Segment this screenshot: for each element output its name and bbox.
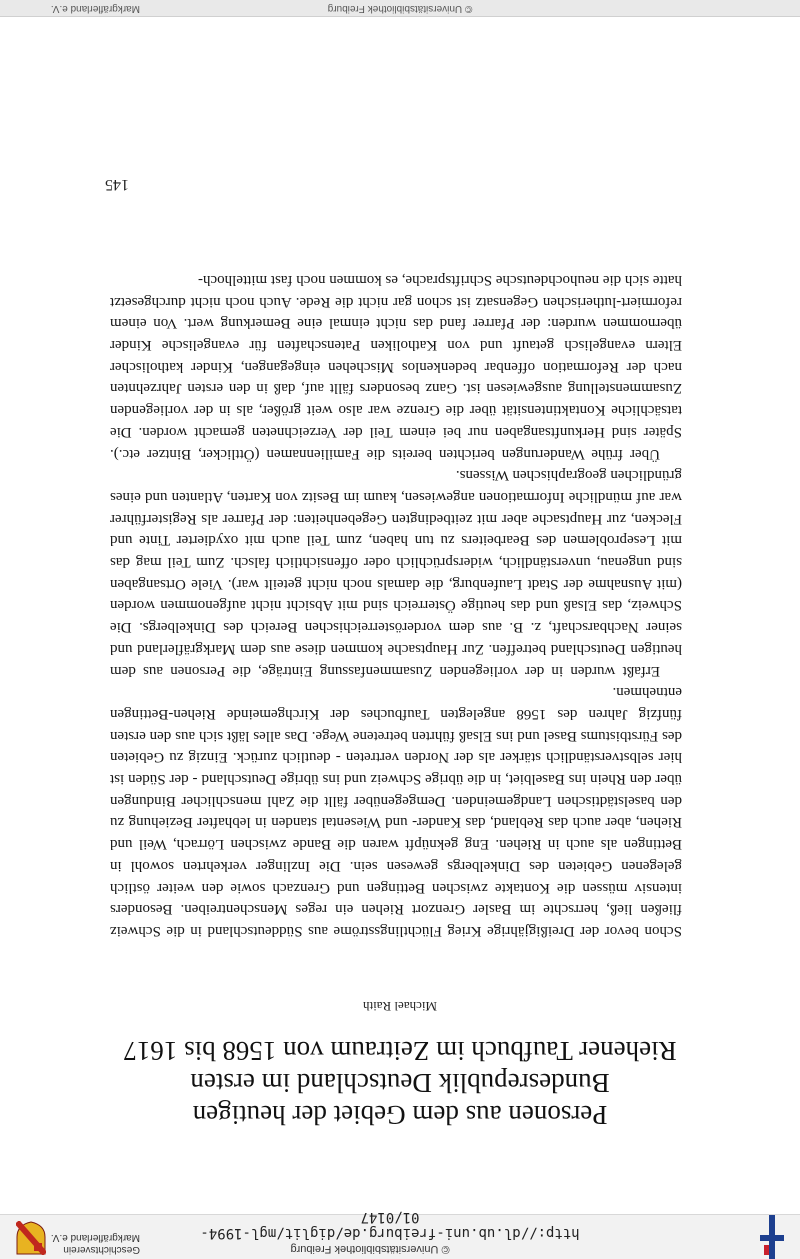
society-name-line1: Geschichtsverein — [63, 1244, 140, 1255]
library-logo-icon — [754, 1215, 790, 1259]
paragraph: Erfaßt wurden in der vorliegenden Zusammenfassung Einträge, die Personen aus dem heutigen Deutschland betreffen. Zur Hauptsache kommen diese aus dem Markgräflerland und seiner Nachbarschaft, z. B. aus dem vorderösterreichischen Bereich des Dinkelbergs. Die Schweiz, das Elsaß und das heutige Österreich sind mit Absicht nicht aufgenommen worden (mit Ausnahme der Stadt Laufenburg, die damals noch nicht geteilt war). Viele Ortsangaben sind ungenau, unverständlich, widersprüchlich oder offensichtlich falsch. Zum Teil mag das mit Leseproblemen des Bearbeiters zu tun haben, zum Teil auch mit oxydierter Tinte und Flecken, zur Hauptsache aber mit zeitbedingten Gegebenheiten: der Pfarrer als Registerführer war auf mündliche Informationen angewiesen, kaum im Besitz von Karten, Atlanten und eines gründlichen geographischen Wissens. — [110, 467, 682, 679]
coat-of-arms-icon — [16, 1221, 46, 1255]
copyright-notice: © Universitätsbibliothek Freiburg — [290, 1243, 450, 1255]
document-url[interactable]: http://dl.ub.uni-freiburg.de/diglit/mgl-1994-01/0147 — [200, 1209, 580, 1241]
article-body — [110, 268, 682, 941]
paragraph: Über frühe Wanderungen berichten bereits die Familiennamen (Öttlicker, Bintzer etc.). Später sind Herkunftsangaben nur bei einem Teil der Verzeichneten gemacht worden. Die tatsächliche Kontaktintensität über die Grenze war also weit größer, als in der vorliegenden Zusammenstellung ausgewiesen ist. Ganz besonders fällt auf, daß in den ersten Jahrzehnten nach der Reformation offenbar bedenkenlos Mischehen eingegangen, Kinder katholischer Eltern evangelisch getauft und von Katholiken Patenschaften für evangelische Kinder übernommen wurden: der Pfarrer fand das nicht einmal eine Bemerkung wert. Von einem reformiert-lutherischen Gegensatz ist schon gar nicht die Rede. Auch noch nicht durchgesetzt hatte sich die neuhochdeutsche Schriftsprache, es kommen noch fast mittelhoch- — [110, 271, 682, 462]
article-title-line1: Personen aus dem Gebiet der heutigen — [192, 1100, 608, 1130]
article-title-line3: Riehener Taufbuch im Zeitraum von 1568 bis 1617 — [123, 1036, 677, 1066]
society-name-line2: Markgräflerland e.V. — [50, 1232, 140, 1243]
footer-society: Markgräflerland e.V. — [50, 3, 140, 14]
footer-copyright: © Universitätsbibliothek Freiburg — [327, 3, 473, 14]
society-name — [50, 1231, 140, 1255]
article-title — [110, 1035, 690, 1131]
viewer-banner — [0, 1209, 800, 1259]
article-author: Michael Raith — [363, 999, 438, 1014]
footer-strip — [0, 0, 800, 17]
page-number: 145 — [105, 176, 129, 193]
paragraph: Schon bevor der Dreißigjährige Krieg Flüchtlingsströme aus Süddeutschland in die Schweiz fließen ließ, herrschte im Basler Grenzort Riehen ein reges Menschentreiben. Besonders intensiv müssen die Kontakte zwischen Bettingen und Grenzach sowie den weiter östlich gelegenen Gebieten des Dinkelbergs gewesen sein. Die Inzlinger verkehrten sowohl in Bettingen als auch in Riehen. Eng geknüpft waren die Bande zwischen Lörrach, Weil und Riehen, aber auch das Rebland, das Kander- und Wiesental standen in lebhafter Beziehung zu den baselstädtischen Landgemeinden. Demgegenüber fällt die Zahl menschlicher Bindungen über den Rhein ins Baselbiet, in die übrige Schweiz und ins übrige Deutschland - der Süden ist hier selbstverständlich stärker als der Norden vertreten - deutlich zurück. Einzig zu Gebieten des Fürstbistums Basel und ins Elsaß führten betretene Wege. Das alles läßt sich aus den ersten fünfzig Jahren des 1568 angelegten Taufbuches der Kirchgemeinde Riehen-Bettingen entnehmen. — [110, 684, 682, 939]
article-title-line2: Bundesrepublik Deutschland im ersten — [190, 1068, 610, 1098]
